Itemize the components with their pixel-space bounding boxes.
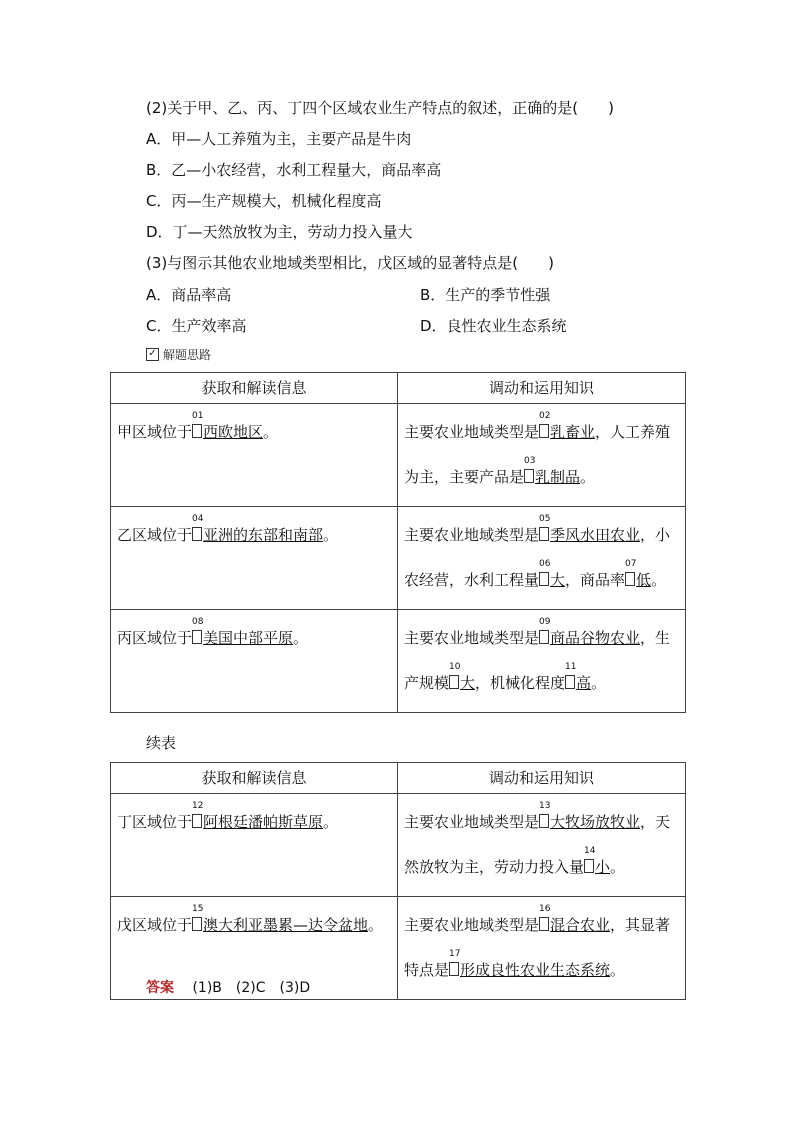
table-row — [111, 794, 686, 897]
text: 乙区域位于 — [117, 526, 193, 544]
blank-number: 10 — [449, 662, 461, 672]
blank-number: 01 — [192, 411, 204, 421]
text: 。 — [651, 571, 667, 589]
text: 。 — [293, 629, 309, 647]
blank-number: 14 — [584, 846, 596, 856]
answer-blank: 混合农业 — [550, 916, 611, 934]
text: 主要农业地域类型是 — [404, 629, 540, 647]
blank-marker — [192, 617, 204, 644]
answer-blank: 高 — [576, 674, 592, 692]
analysis-table — [110, 372, 686, 713]
q2-option-d: D．丁—天然放牧为主，劳动力投入量大 — [146, 223, 413, 241]
q2-option-c: C．丙—生产规模大，机械化程度高 — [146, 192, 382, 210]
q3-option-d: D．良性农业生态系统 — [420, 317, 567, 335]
text: 。 — [323, 813, 339, 831]
q3-option-b: B．生产的季节性强 — [420, 286, 551, 304]
blank-number: 12 — [192, 801, 204, 811]
answer-text: (1)B (2)C (3)D — [192, 980, 311, 996]
row-info-cell — [111, 507, 398, 610]
blank-marker — [524, 456, 536, 483]
text: 丁区域位于 — [117, 813, 193, 831]
blank-number: 13 — [539, 801, 551, 811]
text: ，天然放牧为主，劳动力投入量 — [404, 813, 671, 876]
answer-blank: 西欧地区 — [203, 423, 264, 441]
text: ，机械化程度 — [475, 674, 566, 692]
blank-marker — [192, 411, 204, 438]
text: 丙区域位于 — [117, 629, 193, 647]
table-row — [111, 507, 686, 610]
blank-marker — [539, 801, 551, 828]
answer-blank: 低 — [636, 571, 652, 589]
blank-number: 11 — [565, 662, 577, 672]
answer-label: 答案 — [146, 980, 174, 996]
q3-stem: (3)与图示其他农业地域类型相比，戊区域的显著特点是( ) — [146, 254, 554, 272]
blank-marker — [625, 559, 637, 586]
hint-label — [146, 346, 211, 363]
answer-blank: 商品谷物农业 — [550, 629, 641, 647]
blank-marker — [192, 801, 204, 828]
q3-option-a: A．商品率高 — [146, 286, 232, 304]
text: 主要农业地域类型是 — [404, 526, 540, 544]
answer-blank: 形成良性农业生态系统 — [460, 961, 611, 979]
text: 。 — [323, 526, 339, 544]
header-knowledge: 调动和运用知识 — [398, 763, 686, 794]
blank-number: 07 — [625, 559, 637, 569]
blank-marker — [539, 559, 551, 586]
blank-marker — [539, 904, 551, 931]
answer-blank: 乳制品 — [535, 468, 581, 486]
blank-number: 06 — [539, 559, 551, 569]
q3-option-c: C．生产效率高 — [146, 317, 247, 335]
table-header-row — [111, 373, 686, 404]
blank-marker — [539, 617, 551, 644]
table-header-row — [111, 763, 686, 794]
row-info-cell — [111, 610, 398, 713]
text: ，人工养殖为主，主要产品是 — [404, 423, 671, 486]
answer-blank: 亚洲的东部和南部 — [203, 526, 324, 544]
header-info: 获取和解读信息 — [111, 763, 398, 794]
blank-marker — [449, 662, 461, 689]
q2-option-b: B．乙—小农经营，水利工程量大，商品率高 — [146, 161, 442, 179]
answer-blank: 小 — [595, 858, 611, 876]
text: 。 — [610, 961, 626, 979]
blank-number: 17 — [449, 949, 461, 959]
table-row — [111, 404, 686, 507]
text: 主要农业地域类型是 — [404, 916, 540, 934]
blank-marker — [192, 904, 204, 931]
row-knowledge-cell — [398, 794, 686, 897]
blank-number: 15 — [192, 904, 204, 914]
text: 甲区域位于 — [117, 423, 193, 441]
blank-number: 02 — [539, 411, 551, 421]
text: 主要农业地域类型是 — [404, 423, 540, 441]
blank-number: 16 — [539, 904, 551, 914]
table-row — [111, 610, 686, 713]
answer-line — [146, 977, 310, 997]
row-knowledge-cell — [398, 507, 686, 610]
blank-marker — [584, 846, 596, 873]
row-knowledge-cell — [398, 897, 686, 1000]
row-knowledge-cell — [398, 404, 686, 507]
text: ，商品率 — [565, 571, 626, 589]
text: 。 — [368, 916, 384, 934]
blank-marker — [539, 411, 551, 438]
analysis-table-continued — [110, 762, 686, 1000]
answer-blank: 大牧场放牧业 — [550, 813, 641, 831]
answer-blank: 季风水田农业 — [550, 526, 641, 544]
blank-number: 05 — [539, 514, 551, 524]
header-knowledge: 调动和运用知识 — [398, 373, 686, 404]
q2-option-a: A．甲—人工养殖为主，主要产品是牛肉 — [146, 130, 412, 148]
answer-blank: 阿根廷潘帕斯草原 — [203, 813, 324, 831]
text: 。 — [263, 423, 279, 441]
answer-blank: 乳畜业 — [550, 423, 596, 441]
row-knowledge-cell — [398, 610, 686, 713]
hint-text: 解题思路 — [163, 348, 212, 362]
text: ，生产规模 — [404, 629, 671, 692]
row-info-cell — [111, 404, 398, 507]
blank-number: 04 — [192, 514, 204, 524]
text: 。 — [591, 674, 607, 692]
row-info-cell — [111, 794, 398, 897]
continued-label: 续表 — [146, 734, 177, 752]
blank-number: 09 — [539, 617, 551, 627]
checkbox-icon: ✓ — [146, 348, 159, 361]
answer-blank: 大 — [460, 674, 476, 692]
header-info: 获取和解读信息 — [111, 373, 398, 404]
answer-blank: 美国中部平原 — [203, 629, 294, 647]
text: ，其显著特点是 — [404, 916, 671, 979]
blank-number: 08 — [192, 617, 204, 627]
text: 主要农业地域类型是 — [404, 813, 540, 831]
blank-marker — [192, 514, 204, 541]
answer-blank: 澳大利亚墨累—达令盆地 — [203, 916, 369, 934]
answer-blank: 大 — [550, 571, 566, 589]
text: ，小农经营，水利工程量 — [404, 526, 671, 589]
blank-marker — [539, 514, 551, 541]
q2-stem: (2)关于甲、乙、丙、丁四个区域农业生产特点的叙述，正确的是( ) — [146, 99, 614, 117]
blank-marker — [565, 662, 577, 689]
blank-number: 03 — [524, 456, 536, 466]
text: 。 — [580, 468, 596, 486]
blank-marker — [449, 949, 461, 976]
text: 。 — [610, 858, 626, 876]
text: 戊区域位于 — [117, 916, 193, 934]
